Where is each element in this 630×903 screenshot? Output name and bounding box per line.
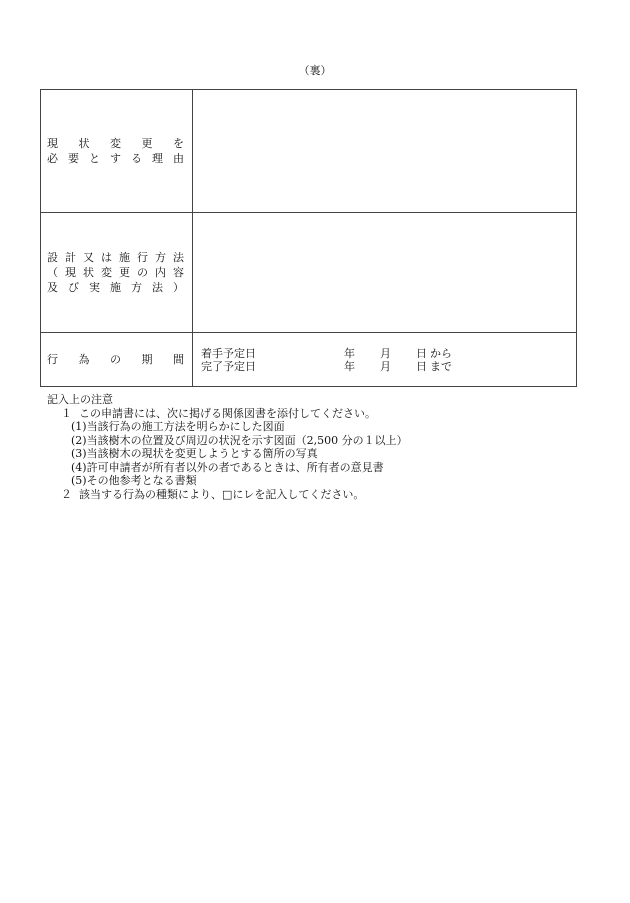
notes-section	[47, 393, 408, 501]
label-char: 更	[119, 266, 130, 279]
label-char: 由	[173, 152, 184, 165]
notes-title: 記入上の注意	[47, 393, 113, 406]
label-char: 計	[65, 251, 76, 264]
label-char: 及	[47, 281, 58, 294]
label-char: 現	[65, 266, 76, 279]
note-subitem: (5)その他参考となる書類	[71, 474, 197, 487]
until-label: まで	[430, 359, 452, 373]
label-char: 状	[78, 137, 90, 150]
label-char: ）	[173, 281, 184, 294]
start-date-label: 着手予定日	[201, 346, 256, 360]
label-char: び	[68, 281, 79, 294]
start-date-row	[201, 347, 576, 360]
year-label: 年	[344, 346, 355, 360]
note-number: ２	[61, 487, 72, 501]
label-char: 理	[152, 152, 163, 165]
method-label-cell	[41, 213, 193, 333]
end-date-row	[201, 360, 576, 373]
label-char: 期	[141, 353, 153, 366]
label-char: 間	[173, 353, 184, 366]
method-value-cell[interactable]	[193, 213, 577, 333]
day-label: 日	[416, 346, 427, 360]
note-subitem: (1)当該行為の施工方法を明らかにした図面	[71, 420, 285, 433]
label-line	[41, 265, 192, 280]
label-char: 法	[173, 251, 184, 264]
label-char: の	[137, 266, 148, 279]
label-char: 施	[110, 281, 121, 294]
label-char: 行	[47, 353, 58, 366]
note-text: 該当する行為の種類により、□にレを記入してください。	[79, 487, 365, 501]
label-char: 実	[89, 281, 100, 294]
year-label: 年	[344, 359, 355, 373]
period-dates	[193, 347, 576, 373]
label-char: 方	[155, 251, 166, 264]
day-label: 日	[416, 359, 427, 373]
label-char: 法	[152, 281, 163, 294]
period-value-cell[interactable]	[193, 333, 577, 387]
label-char: を	[173, 137, 184, 150]
label-line	[41, 151, 192, 166]
from-label: から	[430, 346, 452, 360]
month-label: 月	[380, 359, 391, 373]
label-char: 更	[141, 137, 153, 150]
note-item	[47, 407, 408, 421]
label-char: 方	[131, 281, 142, 294]
label-char: 施	[119, 251, 130, 264]
label-line	[41, 136, 192, 151]
label-line	[41, 352, 192, 367]
label-char: の	[110, 353, 121, 366]
label-char: る	[131, 152, 142, 165]
note-item	[47, 488, 408, 502]
label-char: 変	[110, 137, 121, 150]
label-char: （	[47, 266, 58, 279]
table-row	[41, 213, 577, 333]
application-form-table	[40, 89, 577, 387]
table-row	[41, 90, 577, 213]
period-label-cell	[41, 333, 193, 387]
label-line	[41, 280, 192, 295]
note-text: この申請書には、次に掲げる関係図書を添付してください。	[79, 406, 376, 420]
label-char: 設	[47, 251, 58, 264]
label-char: は	[101, 251, 112, 264]
label-char: 変	[101, 266, 112, 279]
reason-value-cell[interactable]	[193, 90, 577, 213]
label-char: 行	[137, 251, 148, 264]
page-header: （裏）	[298, 64, 332, 77]
label-char: す	[110, 152, 121, 165]
end-date-label: 完了予定日	[201, 359, 256, 373]
reason-label-cell	[41, 90, 193, 213]
label-char: 現	[47, 137, 58, 150]
note-subitem: (3)当該樹木の現状を変更しようとする箇所の写真	[71, 447, 318, 460]
table-row	[41, 333, 577, 387]
month-label: 月	[380, 346, 391, 360]
label-char: 為	[78, 353, 90, 366]
note-number: １	[61, 406, 72, 420]
label-line	[41, 250, 192, 265]
label-char: 内	[155, 266, 166, 279]
label-char: 又	[83, 251, 94, 264]
note-subitem: (2)当該樹木の位置及び周辺の状況を示す図面（2,500 分の１以上）	[71, 433, 408, 447]
label-char: 要	[68, 152, 79, 165]
label-char: 状	[83, 266, 94, 279]
note-subitem: (4)許可申請者が所有者以外の者であるときは、所有者の意見書	[71, 460, 384, 474]
label-char: 容	[173, 266, 184, 279]
label-char: と	[89, 152, 100, 165]
label-char: 必	[47, 152, 58, 165]
